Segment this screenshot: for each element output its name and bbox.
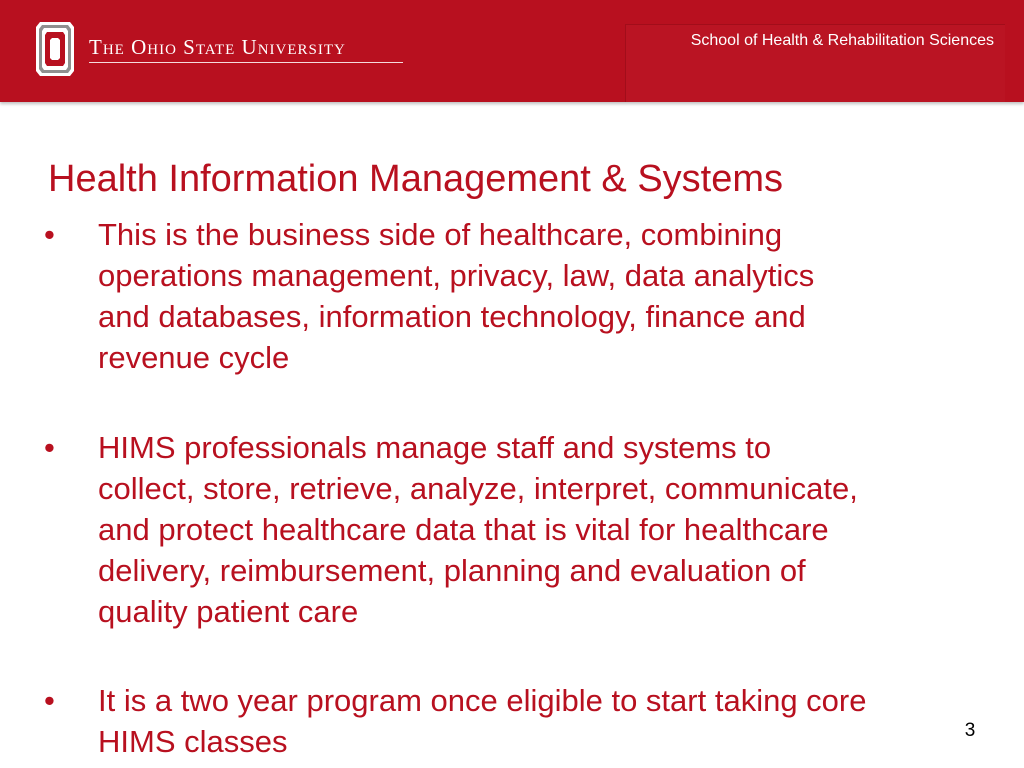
slide-title: Health Information Management & Systems bbox=[48, 158, 784, 200]
bullet-item bbox=[44, 427, 944, 637]
university-name-underline bbox=[89, 62, 403, 63]
header-banner bbox=[0, 0, 1024, 102]
bullet-marker: • bbox=[44, 217, 55, 252]
bullet-text: This is the business side of healthcare, combining operations management, privacy, law, data analytics and databases, information technology, finance and revenue cycle bbox=[98, 217, 815, 375]
bullet-text: HIMS professionals manage staff and systems to collect, store, retrieve, analyze, interpret, communicate, and protect healthcare data that is vital for healthcare delivery, reimbursement, planning and evaluation of quality patient care bbox=[98, 430, 858, 629]
page-number: 3 bbox=[964, 720, 976, 741]
school-name: School of Health & Rehabilitation Sciences bbox=[690, 32, 994, 49]
school-name-panel bbox=[625, 24, 1005, 102]
bullet-marker: • bbox=[44, 683, 55, 718]
university-name: The Ohio State University bbox=[89, 35, 346, 59]
bullet-text: It is a two year program once eligible to start taking core HIMS classes bbox=[98, 683, 867, 759]
bullet-item bbox=[44, 214, 944, 384]
bullet-item bbox=[44, 680, 944, 764]
bullet-marker: • bbox=[44, 430, 55, 465]
block-o-logo-icon bbox=[34, 20, 76, 78]
